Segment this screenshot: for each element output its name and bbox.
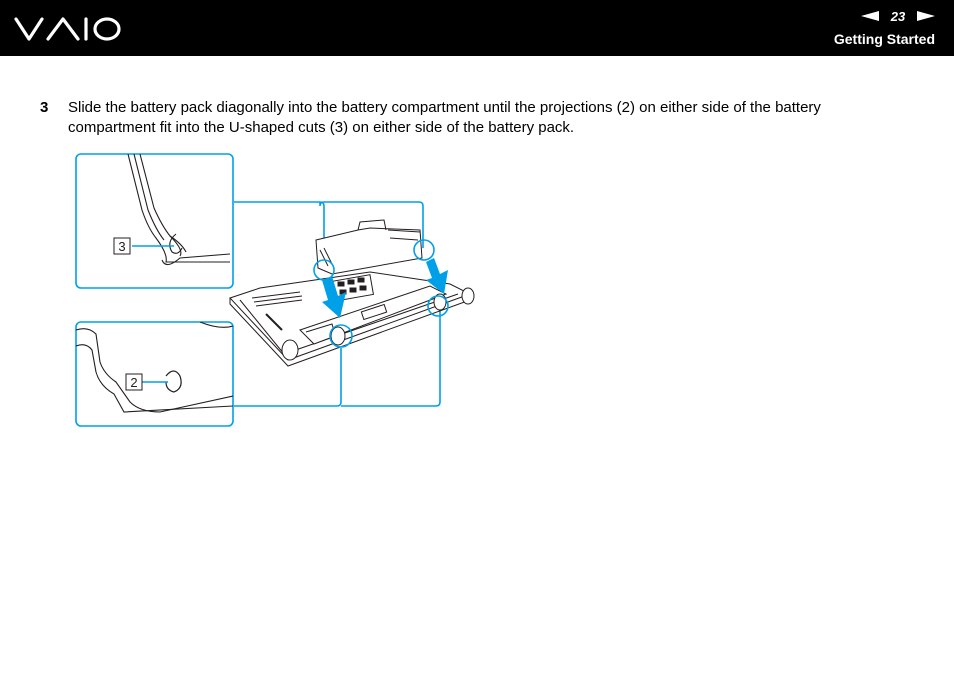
vaio-logo: [14, 12, 122, 46]
detail-panel-bottom: [76, 322, 233, 426]
page-number: 23: [890, 8, 906, 24]
laptop-underside-drawing: [230, 220, 474, 366]
triangle-right-icon[interactable]: [916, 10, 936, 22]
callout-label-2: 2: [130, 375, 138, 390]
step-text: Slide the battery pack diagonally into the battery compartment until the projections (2) on either side of the battery compartment fit into the U-shaped cuts (3) on either side of the battery pack.: [68, 99, 821, 136]
page-header: [0, 0, 954, 57]
instruction-step: [40, 98, 900, 138]
triangle-left-icon[interactable]: [860, 10, 880, 22]
section-title: Getting Started: [833, 31, 935, 47]
battery-installation-illustration: [70, 150, 490, 432]
detail-panel-top: [76, 154, 233, 288]
page-navigation: [860, 8, 936, 24]
callout-label-3: 3: [118, 239, 126, 254]
step-number: 3: [40, 99, 49, 116]
